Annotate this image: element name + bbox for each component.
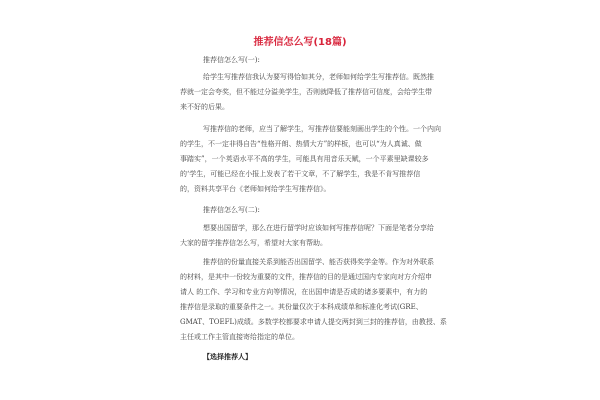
document-title: 推荐信怎么写(18篇) [253,37,347,48]
paragraph-4-line: 主任或工作主管直接寄给指定的单位。 [180,333,299,341]
section-heading-1: 推荐信怎么写(一): [203,56,260,64]
paragraph-4-line: GMAT、TOEFL)成绩。多数学校都要求申请人提交两封到三封的推荐信，由教授、系 [180,318,447,326]
paragraph-1-line: 给学生写推荐信我认为要写得恰如其分，老师如何给学生写推荐信。既然推 [203,73,434,81]
paragraph-4-line: 请人 的工作、学习和专业方向等情况，在出国申请是否成的诸多要素中，有力的 [180,288,428,296]
paragraph-4-line: 推荐信是录取的重要条件之一。其份量仅次于本科成绩单和标准化考试(GRE、 [180,303,423,311]
paragraph-4-line: 推荐信的份量直接关系到能否出国留学、能否获得奖学金等。作为对外联系 [203,258,434,266]
paragraph-3-line: 想要出国留学，那么在进行留学时应该如何写推荐信呢？下面是笔者分享给 [203,224,434,232]
paragraph-2-line: 的，资料共享平台《老师如何给学生写推荐信》。 [180,185,331,193]
section-heading-3: 【选择推荐人】 [203,352,252,361]
paragraph-1-line: 荐就一定会夸奖，但不能过分溢美学生，否则就降低了推荐信可信度，会给学生带 [180,88,432,96]
paragraph-4-line: 的材料，是其中一份较为重要的文件，推荐信的目的是通过国内专家向对方介绍申 [180,273,432,281]
paragraph-2-line: 写推荐信的老师，应当了解学生，写推荐信要能刻画出学生的个性。一个内向 [203,125,441,133]
paragraph-2-line: 的学生，不一定非得自告“性格开朗、热情大方”的样板，也可以“为人真诚、做 [180,140,422,148]
section-heading-2: 推荐信怎么写(二): [203,206,260,214]
paragraph-2-line: 的‘学生，可能已经在小报上发表了若干文章，不了解学生，我是不肯写推荐信 [180,170,421,178]
paragraph-1-line: 来不好的后果。 [180,103,229,111]
paragraph-2-line: 事踏实”，一个英语水平不高的学生，可能具有用音乐天赋，一个平素里缺课较多 [180,155,429,163]
paragraph-3-line: 大家的留学推荐信怎么写，希望对大家有帮助。 [180,239,327,247]
